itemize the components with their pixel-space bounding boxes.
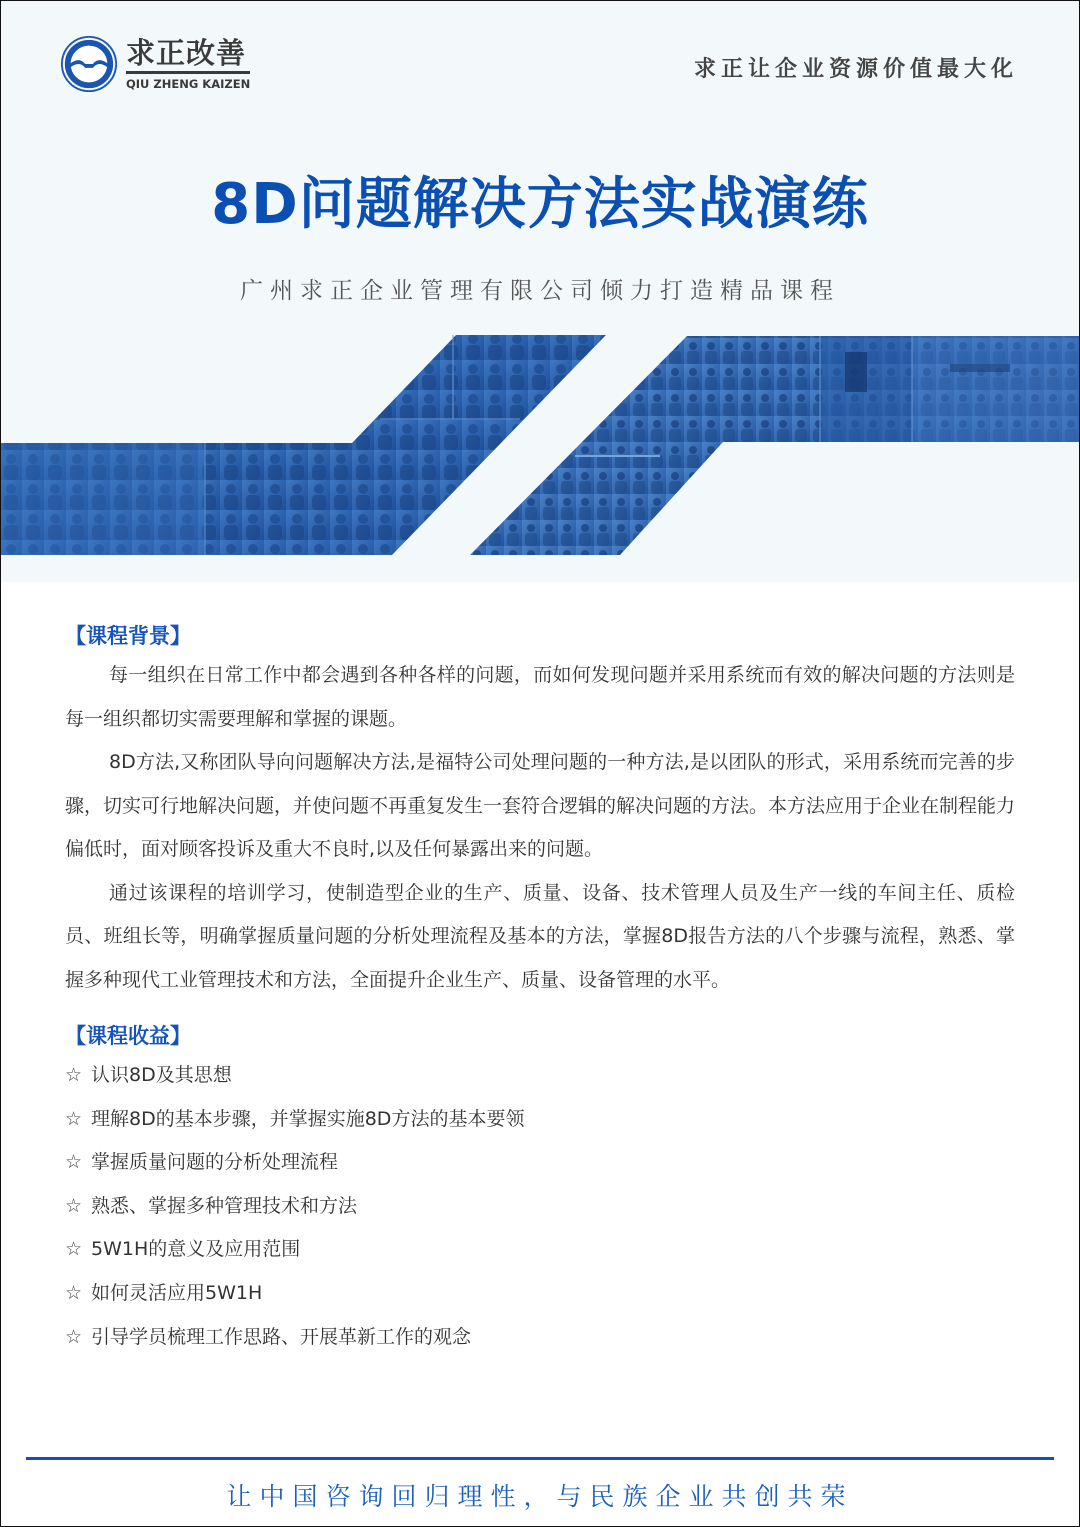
background-paragraph-2: 8D方法,又称团队导向问题解决方法,是福特公司处理问题的一种方法,是以团队的形式，采用系统而完善的步骤，切实可行地解决问题，并使问题不再重复发生一套符合逻辑的解决问题的方法。本方法应用于企业在制程能力偏低时，面对顾客投诉及重大不良时,以及任何暴露出来的问题。 (65, 751, 1016, 860)
brand-name-cn: 求正改善 (126, 37, 250, 74)
footer-divider (26, 1457, 1054, 1460)
list-item (65, 1141, 1015, 1185)
list-item (65, 1228, 1015, 1272)
photo-collage-banner (0, 0, 1080, 600)
footer-slogan: 让中国咨询回归理性，与民族企业共创共荣 (226, 1482, 854, 1511)
list-item (65, 1185, 1015, 1229)
benefit-text: 理解8D的基本步骤，并掌握实施8D方法的基本要领 (91, 1107, 525, 1130)
background-paragraph-1: 每一组织在日常工作中都会遇到各种各样的问题，而如何发现问题并采用系统而有效的解决问题的方法则是每一组织都切实需要理解和掌握的课题。 (65, 664, 1015, 730)
star-icon: ☆ (65, 1325, 83, 1348)
brand-tagline: 求正让企业资源价值最大化 (693, 57, 1018, 82)
star-icon: ☆ (65, 1107, 83, 1130)
benefit-text: 5W1H的意义及应用范围 (91, 1238, 301, 1261)
benefit-text: 掌握质量问题的分析处理流程 (91, 1151, 339, 1174)
list-item (65, 1272, 1015, 1316)
star-icon: ☆ (65, 1064, 83, 1086)
list-item (65, 1098, 1015, 1142)
benefit-text: 引导学员梳理工作思路、开展革新工作的观念 (91, 1325, 472, 1348)
list-item (65, 1054, 1015, 1098)
background-paragraph-3: 通过该课程的培训学习，使制造型企业的生产、质量、设备、技术管理人员及生产一线的车间主任、质检员、班组长等，明确掌握质量问题的分析处理流程及基本的方法，掌握8D报告方法的八个步骤与流程，熟悉、掌握多种现代工业管理技术和方法，全面提升企业生产、质量、设备管理的水平。 (65, 881, 1015, 991)
page-subtitle: 广州求正企业管理有限公司倾力打造精品课程 (240, 278, 840, 304)
section-heading-background: 【课程背景】 (65, 624, 191, 648)
benefit-text: 如何灵活应用5W1H (91, 1281, 263, 1304)
benefit-text: 认识8D及其思想 (91, 1064, 232, 1086)
star-icon: ☆ (65, 1151, 83, 1174)
section-heading-benefits: 【课程收益】 (65, 1024, 191, 1048)
benefit-text: 熟悉、掌握多种管理技术和方法 (91, 1194, 358, 1217)
brand-name-en: QIU ZHENG KAIZEN (126, 77, 251, 91)
star-icon: ☆ (65, 1194, 83, 1217)
star-icon: ☆ (65, 1238, 83, 1261)
page-title: 8D问题解决方法实战演练 (211, 172, 869, 237)
star-icon: ☆ (65, 1281, 83, 1304)
course-content (65, 618, 1015, 1359)
benefits-list (65, 1054, 1015, 1359)
list-item (65, 1316, 1015, 1360)
